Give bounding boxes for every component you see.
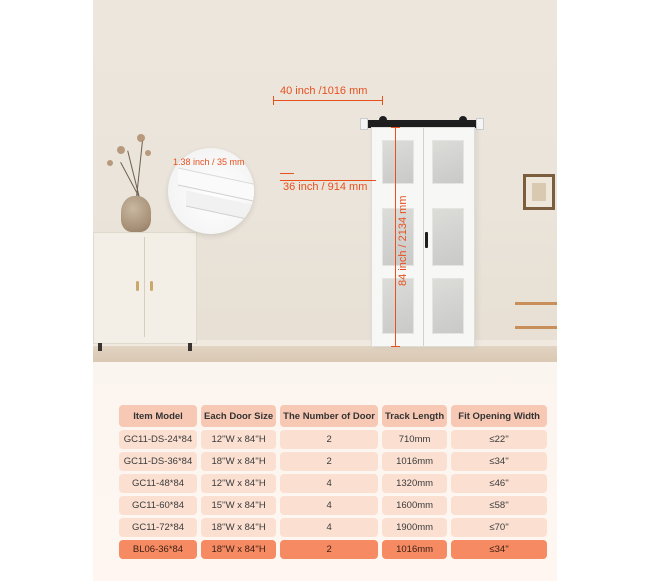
header-fit-width: Fit Opening Width	[451, 405, 547, 427]
wall-picture-frame	[523, 174, 555, 210]
door-height-label: 84 inch / 2134 mm	[397, 195, 409, 286]
track-stopper	[476, 118, 484, 130]
door-width-label: 36 inch / 914 mm	[283, 181, 368, 193]
dried-flower	[117, 146, 125, 154]
cell-track: 1016mm	[382, 452, 447, 471]
thickness-label: 1.38 inch / 35 mm	[173, 157, 245, 167]
cell-model: GC11-48*84	[119, 474, 197, 493]
cell-doors: 4	[280, 518, 378, 537]
cell-model: GC11-72*84	[119, 518, 197, 537]
table-row	[119, 474, 547, 493]
cell-model: GC11-DS-36*84	[119, 452, 197, 471]
cell-size: 18''W x 84''H	[201, 452, 276, 471]
picture	[532, 183, 546, 201]
cell-size: 15''W x 84''H	[201, 496, 276, 515]
glass-pane	[382, 278, 414, 334]
header-item-model: Item Model	[119, 405, 197, 427]
table-row-highlighted	[119, 540, 547, 559]
dimension-cap	[391, 127, 400, 128]
floor	[93, 346, 557, 362]
cell-size: 18''W x 84''H	[201, 540, 276, 559]
cell-model: BL06-36*84	[119, 540, 197, 559]
dimension-cap	[273, 96, 274, 105]
cell-fit: ≤34''	[451, 452, 547, 471]
glass-pane	[432, 140, 464, 184]
cell-track: 1600mm	[382, 496, 447, 515]
vase	[121, 196, 151, 232]
cell-doors: 2	[280, 430, 378, 449]
cell-track: 1016mm	[382, 540, 447, 559]
stair-step	[515, 302, 557, 305]
glass-pane	[432, 208, 464, 266]
thickness-marker	[280, 173, 294, 174]
table-row	[119, 496, 547, 515]
cell-fit: ≤34''	[451, 540, 547, 559]
cabinet-split	[144, 237, 145, 337]
size-table-section	[93, 362, 557, 581]
track-width-label: 40 inch /1016 mm	[280, 85, 368, 97]
cabinet-knob	[136, 281, 139, 291]
cell-fit: ≤58''	[451, 496, 547, 515]
cell-doors: 2	[280, 452, 378, 471]
size-table	[115, 402, 551, 562]
header-track-length: Track Length	[382, 405, 447, 427]
dimension-cap	[382, 96, 383, 105]
flower-stem	[136, 140, 143, 198]
cabinet-knob	[150, 281, 153, 291]
door-handle	[425, 232, 428, 248]
cell-model: GC11-60*84	[119, 496, 197, 515]
cell-track: 710mm	[382, 430, 447, 449]
cabinet-leg	[98, 343, 102, 351]
dried-flower	[107, 160, 113, 166]
flower-stem	[120, 162, 139, 196]
cell-track: 1320mm	[382, 474, 447, 493]
table-row	[119, 430, 547, 449]
track-stopper	[360, 118, 368, 130]
door-seam	[423, 128, 424, 346]
glass-pane	[432, 278, 464, 334]
cabinet-leg	[188, 343, 192, 351]
cell-size: 12''W x 84''H	[201, 430, 276, 449]
table-row	[119, 452, 547, 471]
cell-fit: ≤70''	[451, 518, 547, 537]
sideboard-cabinet	[93, 232, 197, 344]
cell-size: 12''W x 84''H	[201, 474, 276, 493]
cell-fit: ≤46''	[451, 474, 547, 493]
cell-doors: 2	[280, 540, 378, 559]
dried-flower	[137, 134, 145, 142]
track-width-line	[273, 100, 383, 101]
cell-doors: 4	[280, 496, 378, 515]
bifold-door	[371, 127, 475, 347]
dimension-cap	[391, 346, 400, 347]
table-header-row	[119, 405, 547, 427]
header-door-count: The Number of Door	[280, 405, 378, 427]
door-height-line	[395, 127, 396, 347]
cell-fit: ≤22''	[451, 430, 547, 449]
cell-doors: 4	[280, 474, 378, 493]
header-door-size: Each Door Size	[201, 405, 276, 427]
cell-track: 1900mm	[382, 518, 447, 537]
stair-step	[515, 326, 557, 329]
cell-model: GC11-DS-24*84	[119, 430, 197, 449]
room-scene	[93, 0, 557, 362]
cell-size: 18''W x 84''H	[201, 518, 276, 537]
dried-flower	[145, 150, 151, 156]
glass-pane	[382, 140, 414, 184]
table-row	[119, 518, 547, 537]
